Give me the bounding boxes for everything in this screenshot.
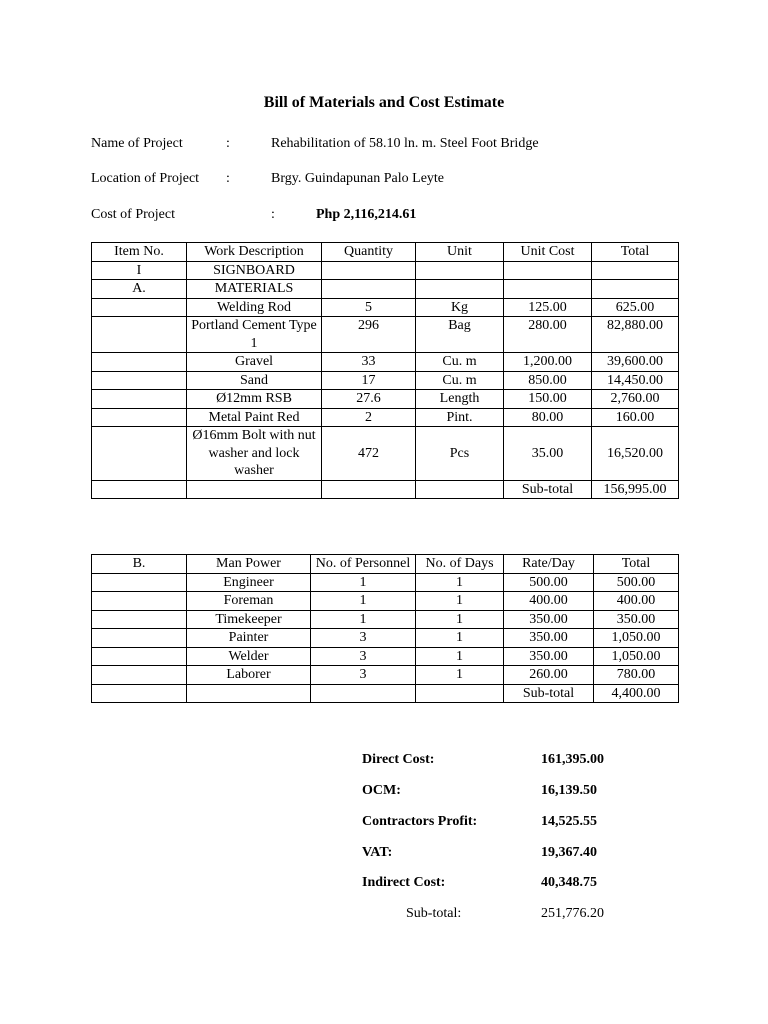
manpower-cell: [92, 592, 187, 611]
materials-cell: [416, 261, 504, 280]
manpower-header-cell: Man Power: [187, 555, 311, 574]
materials-cell: Ø12mm RSB: [187, 390, 322, 409]
contractors-profit-value: 14,525.55: [541, 814, 597, 829]
materials-cell: [187, 480, 322, 499]
manpower-header-cell: B.: [92, 555, 187, 574]
materials-cell: Kg: [416, 298, 504, 317]
materials-cell: [322, 480, 416, 499]
ocm-value: 16,139.50: [541, 783, 597, 798]
materials-cell: 14,450.00: [592, 371, 679, 390]
ocm-label: OCM:: [362, 783, 401, 798]
materials-cell: 160.00: [592, 408, 679, 427]
materials-cell: [322, 280, 416, 299]
manpower-row: [92, 647, 679, 666]
materials-cell: [92, 480, 187, 499]
materials-cell: [592, 280, 679, 299]
materials-cell: Ø16mm Bolt with nut washer and lock washer: [187, 427, 322, 481]
materials-cell: [322, 261, 416, 280]
project-cost-value: Php 2,116,214.61: [316, 207, 417, 222]
materials-cell: 125.00: [504, 298, 592, 317]
manpower-header-cell: Total: [594, 555, 679, 574]
manpower-cell: Foreman: [187, 592, 311, 611]
manpower-cell: 3: [311, 647, 416, 666]
materials-cell: [592, 261, 679, 280]
manpower-cell: Engineer: [187, 573, 311, 592]
manpower-cell: 1,050.00: [594, 629, 679, 648]
materials-cell: Sand: [187, 371, 322, 390]
manpower-row: [92, 573, 679, 592]
materials-cell: 2,760.00: [592, 390, 679, 409]
materials-cell: 280.00: [504, 317, 592, 353]
manpower-header-cell: No. of Personnel: [311, 555, 416, 574]
materials-row: [92, 317, 679, 353]
project-cost-sep: :: [271, 207, 275, 222]
project-name-value: Rehabilitation of 58.10 ln. m. Steel Foot Bridge: [271, 136, 539, 151]
manpower-cell: Laborer: [187, 666, 311, 685]
project-cost-label: Cost of Project: [91, 207, 175, 222]
materials-header-cell: Quantity: [322, 243, 416, 262]
indirect-cost-label: Indirect Cost:: [362, 875, 446, 890]
manpower-cell: [92, 666, 187, 685]
manpower-row: [92, 610, 679, 629]
materials-cell: 1,200.00: [504, 353, 592, 372]
manpower-cell: 1: [416, 647, 504, 666]
manpower-cell: 1: [416, 592, 504, 611]
materials-cell: Length: [416, 390, 504, 409]
project-location-sep: :: [226, 171, 230, 186]
materials-cell: [92, 390, 187, 409]
materials-cell: 82,880.00: [592, 317, 679, 353]
materials-cell: [504, 280, 592, 299]
grand-subtotal-label: Sub-total:: [406, 906, 462, 921]
materials-header-cell: Unit Cost: [504, 243, 592, 262]
direct-cost-label: Direct Cost:: [362, 752, 435, 767]
project-name-sep: :: [226, 136, 230, 151]
materials-cell: Gravel: [187, 353, 322, 372]
project-location-label: Location of Project: [91, 171, 200, 186]
manpower-cell: [311, 684, 416, 703]
manpower-header-cell: Rate/Day: [504, 555, 594, 574]
materials-cell: [504, 261, 592, 280]
materials-cell: A.: [92, 280, 187, 299]
materials-header-cell: Work Description: [187, 243, 322, 262]
materials-cell: Pint.: [416, 408, 504, 427]
manpower-cell: Timekeeper: [187, 610, 311, 629]
materials-cell: 17: [322, 371, 416, 390]
materials-header-cell: Unit: [416, 243, 504, 262]
materials-cell: Pcs: [416, 427, 504, 481]
manpower-cell: [92, 629, 187, 648]
materials-cell: [92, 371, 187, 390]
materials-cell: [92, 427, 187, 481]
materials-row: [92, 480, 679, 499]
materials-cell: 150.00: [504, 390, 592, 409]
manpower-cell: 260.00: [504, 666, 594, 685]
materials-cell: [416, 480, 504, 499]
manpower-cell: [92, 684, 187, 703]
manpower-table: [91, 554, 679, 703]
materials-cell: 16,520.00: [592, 427, 679, 481]
materials-cell: 80.00: [504, 408, 592, 427]
materials-cell: [92, 298, 187, 317]
vat-label: VAT:: [362, 845, 393, 860]
manpower-cell: 350.00: [504, 610, 594, 629]
materials-row: [92, 408, 679, 427]
manpower-cell: 350.00: [504, 647, 594, 666]
manpower-cell: 3: [311, 629, 416, 648]
materials-row: [92, 427, 679, 481]
project-name-label: Name of Project: [91, 136, 183, 151]
manpower-cell: 1: [416, 666, 504, 685]
grand-subtotal-value: 251,776.20: [541, 906, 604, 921]
manpower-cell: 3: [311, 666, 416, 685]
manpower-cell: 1: [311, 592, 416, 611]
manpower-header-row: [92, 555, 679, 574]
manpower-cell: [92, 573, 187, 592]
materials-cell: Bag: [416, 317, 504, 353]
materials-cell: 850.00: [504, 371, 592, 390]
project-location-value: Brgy. Guindapunan Palo Leyte: [271, 171, 445, 186]
manpower-cell: [92, 647, 187, 666]
manpower-cell: Welder: [187, 647, 311, 666]
manpower-cell: Sub-total: [504, 684, 594, 703]
materials-cell: MATERIALS: [187, 280, 322, 299]
manpower-cell: 1: [311, 573, 416, 592]
materials-header-cell: Item No.: [92, 243, 187, 262]
manpower-cell: 400.00: [504, 592, 594, 611]
materials-cell: 5: [322, 298, 416, 317]
manpower-cell: 500.00: [504, 573, 594, 592]
materials-cell: 33: [322, 353, 416, 372]
manpower-cell: [92, 610, 187, 629]
manpower-row: [92, 592, 679, 611]
materials-cell: 27.6: [322, 390, 416, 409]
materials-cell: Welding Rod: [187, 298, 322, 317]
materials-row: [92, 261, 679, 280]
materials-table: [91, 242, 679, 499]
materials-cell: 2: [322, 408, 416, 427]
manpower-cell: 350.00: [594, 610, 679, 629]
materials-row: [92, 298, 679, 317]
materials-row: [92, 371, 679, 390]
manpower-cell: [416, 684, 504, 703]
materials-cell: [92, 317, 187, 353]
manpower-cell: Painter: [187, 629, 311, 648]
materials-row: [92, 353, 679, 372]
manpower-cell: 1: [416, 610, 504, 629]
direct-cost-value: 161,395.00: [541, 752, 604, 767]
materials-cell: 156,995.00: [592, 480, 679, 499]
materials-cell: SIGNBOARD: [187, 261, 322, 280]
contractors-profit-label: Contractors Profit:: [362, 814, 478, 829]
manpower-cell: 500.00: [594, 573, 679, 592]
manpower-row: [92, 684, 679, 703]
materials-cell: 296: [322, 317, 416, 353]
materials-cell: 35.00: [504, 427, 592, 481]
materials-cell: [92, 408, 187, 427]
document-title: Bill of Materials and Cost Estimate: [263, 94, 505, 111]
vat-value: 19,367.40: [541, 845, 597, 860]
manpower-cell: 4,400.00: [594, 684, 679, 703]
manpower-cell: 1: [416, 573, 504, 592]
manpower-cell: [187, 684, 311, 703]
materials-header-row: [92, 243, 679, 262]
manpower-cell: 350.00: [504, 629, 594, 648]
materials-cell: Cu. m: [416, 353, 504, 372]
materials-cell: Cu. m: [416, 371, 504, 390]
materials-cell: [416, 280, 504, 299]
indirect-cost-value: 40,348.75: [541, 875, 597, 890]
materials-row: [92, 390, 679, 409]
manpower-cell: 1: [311, 610, 416, 629]
materials-cell: 472: [322, 427, 416, 481]
materials-cell: I: [92, 261, 187, 280]
manpower-cell: 1,050.00: [594, 647, 679, 666]
materials-cell: [92, 353, 187, 372]
manpower-row: [92, 629, 679, 648]
materials-cell: 625.00: [592, 298, 679, 317]
manpower-row: [92, 666, 679, 685]
materials-header-cell: Total: [592, 243, 679, 262]
materials-cell: Metal Paint Red: [187, 408, 322, 427]
materials-cell: Sub-total: [504, 480, 592, 499]
manpower-header-cell: No. of Days: [416, 555, 504, 574]
materials-cell: Portland Cement Type 1: [187, 317, 322, 353]
manpower-cell: 400.00: [594, 592, 679, 611]
manpower-cell: 1: [416, 629, 504, 648]
materials-cell: 39,600.00: [592, 353, 679, 372]
materials-row: [92, 280, 679, 299]
manpower-cell: 780.00: [594, 666, 679, 685]
